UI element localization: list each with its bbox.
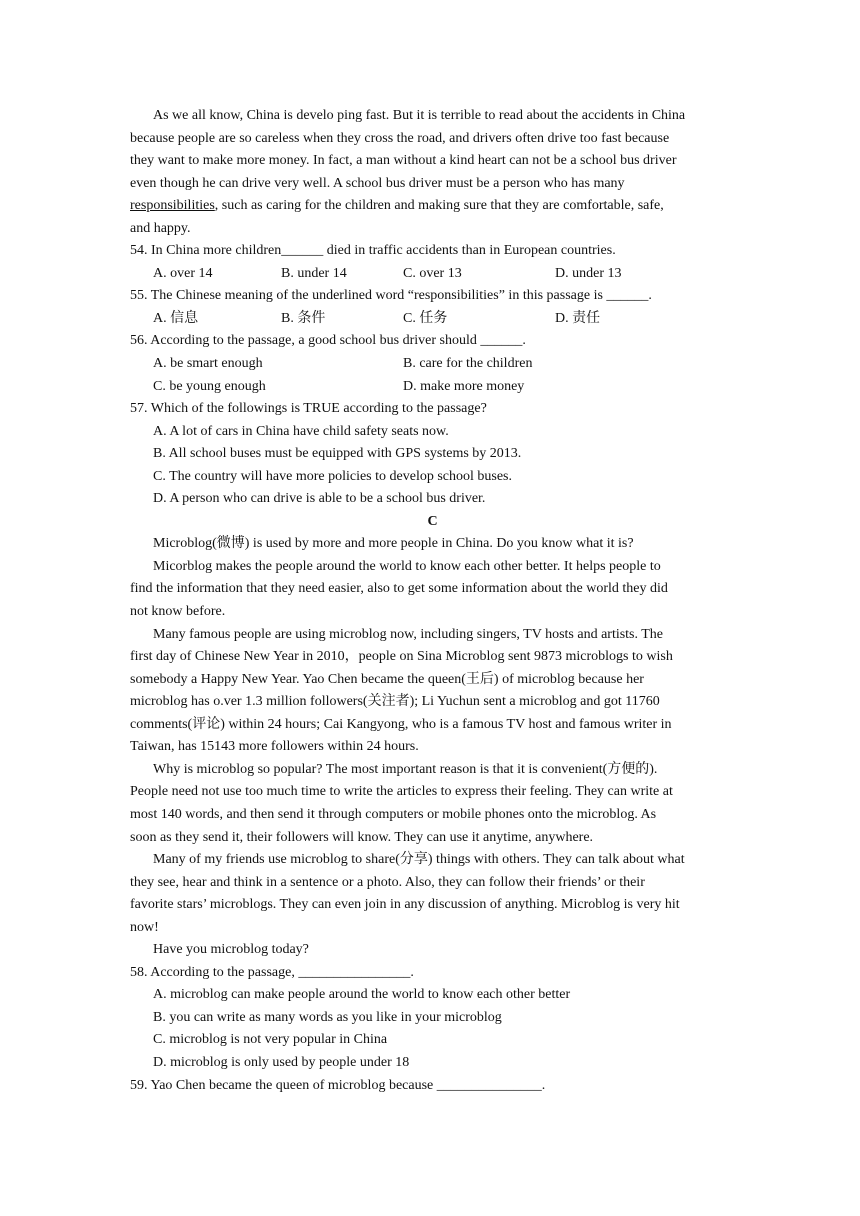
passage-line: soon as they send it, their followers will know. They can use it anytime, anywhere.	[130, 829, 594, 845]
passage-line: now!	[130, 919, 159, 935]
passage-text: , such as caring for the children and making sure that they are comfortable, safe,	[214, 198, 664, 214]
passage-line: first day of Chinese New Year in 2010，people on Sina Microblog sent 9873 microblogs to wish	[130, 649, 673, 665]
option-c: C. microblog is not very popular in China	[153, 1032, 388, 1048]
question-stem-58: 58. According to the passage, ________________.	[130, 964, 414, 980]
option-d: D. 责任	[555, 310, 601, 326]
question-stem-57: 57. Which of the followings is TRUE according to the passage?	[130, 401, 487, 417]
passage-line: microblog has o.ver 1.3 million followers(关注者); Li Yuchun sent a microblog and got 11760	[130, 694, 660, 710]
option-a: A. over 14	[153, 265, 213, 281]
passage-line: Taiwan, has 15143 more followers within 24 hours.	[130, 739, 419, 755]
passage-line	[130, 195, 735, 218]
options-55	[130, 308, 735, 331]
document-page	[130, 105, 735, 1097]
underlined-word: responsibilities	[130, 198, 215, 214]
question-stem-59: 59. Yao Chen became the queen of microblog because _______________.	[130, 1077, 546, 1093]
passage-line: Many famous people are using microblog now, including singers, TV hosts and artists. The	[153, 626, 664, 642]
option-b: B. you can write as many words as you like in your microblog	[153, 1009, 502, 1025]
section-heading: C	[427, 513, 438, 529]
option-c: C. over 13	[403, 265, 462, 281]
passage-line: comments(评论) within 24 hours; Cai Kangyong, who is a famous TV host and famous writer in	[130, 716, 672, 732]
passage-line: even though he can drive very well. A school bus driver must be a person who has many	[130, 175, 625, 191]
passage-line: People need not use too much time to write the articles to express their feeling. They can write at	[130, 784, 673, 800]
option-a: A. 信息	[153, 310, 199, 326]
option-a: A. be smart enough	[153, 356, 263, 372]
option-d: D. microblog is only used by people under 18	[153, 1054, 410, 1070]
passage-line: Microblog(微博) is used by more and more people in China. Do you know what it is?	[153, 536, 634, 552]
options-56-row2	[130, 376, 735, 399]
passage-line: Why is microblog so popular? The most important reason is that it is convenient(方便的).	[153, 761, 658, 777]
option-c: C. 任务	[403, 310, 448, 326]
passage-line: favorite stars’ microblogs. They can even join in any discussion of anything. Microblog is very hit	[130, 897, 680, 913]
option-b: B. 条件	[281, 310, 326, 326]
option-c: C. be young enough	[153, 378, 266, 394]
passage-line: they see, hear and think in a sentence or a photo. Also, they can follow their friends’ or their	[130, 874, 645, 890]
passage-line: because people are so careless when they cross the road, and drivers often drive too fast because	[130, 130, 670, 146]
passage-line: and happy.	[130, 220, 191, 236]
passage-line: not know before.	[130, 604, 226, 620]
options-56-row1	[130, 353, 735, 376]
option-a: A. A lot of cars in China have child safety seats now.	[153, 423, 449, 439]
passage-line: most 140 words, and then send it through computers or mobile phones onto the microblog. As	[130, 806, 657, 822]
option-a: A. microblog can make people around the world to know each other better	[153, 987, 571, 1003]
option-b: B. under 14	[281, 265, 347, 281]
passage-line: Many of my friends use microblog to share(分享) things with others. They can talk about what	[153, 852, 685, 868]
passage-line: As we all know, China is develo ping fast. But it is terrible to read about the accidents in China	[153, 108, 686, 123]
option-d: D. make more money	[403, 378, 525, 394]
passage-line: find the information that they need easier, also to get some information about the world they did	[130, 581, 668, 597]
question-stem-54: 54. In China more children______ died in traffic accidents than in European countries.	[130, 243, 616, 259]
question-stem-56: 56. According to the passage, a good school bus driver should ______.	[130, 333, 526, 349]
passage-line: Micorblog makes the people around the world to know each other better. It helps people to	[153, 558, 661, 574]
question-stem-55: 55. The Chinese meaning of the underlined word “responsibilities” in this passage is ______.	[130, 288, 652, 304]
options-54	[130, 263, 735, 286]
passage-line: they want to make more money. In fact, a man without a kind heart can not be a school bus driver	[130, 153, 677, 169]
passage-line: somebody a Happy New Year. Yao Chen became the queen(王后) of microblog because her	[130, 671, 644, 687]
option-d: D. A person who can drive is able to be a school bus driver.	[153, 491, 486, 507]
option-b: B. All school buses must be equipped with GPS systems by 2013.	[153, 446, 522, 462]
option-c: C. The country will have more policies to develop school buses.	[153, 468, 513, 484]
option-d: D. under 13	[555, 265, 622, 281]
option-b: B. care for the children	[403, 356, 533, 372]
passage-line: Have you microblog today?	[153, 942, 309, 958]
